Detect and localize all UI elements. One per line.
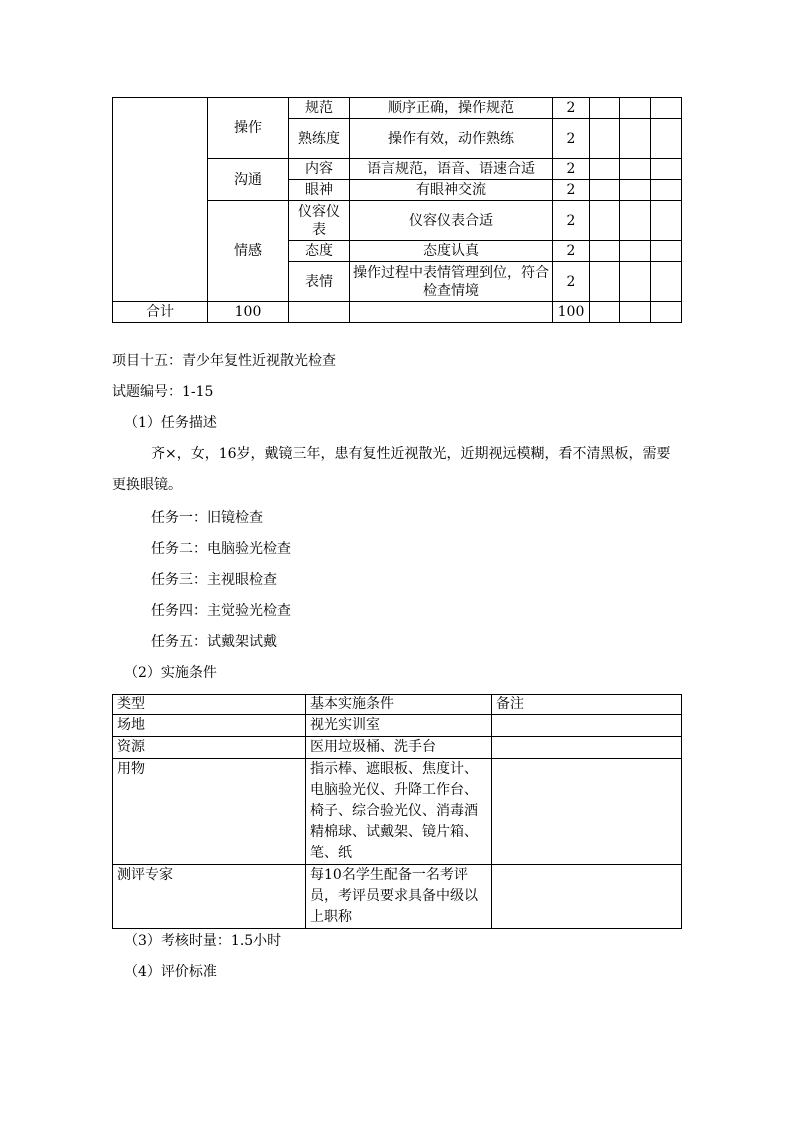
note-cell (492, 737, 682, 759)
condition-cell: 视光实训室 (306, 715, 492, 737)
task-item: 任务二：电脑验光检查 (151, 541, 291, 557)
item-cell: 态度 (289, 241, 350, 262)
item-cell: 内容 (289, 159, 350, 180)
criteria-cell: 语言规范，语音、语速合适 (350, 159, 553, 180)
criteria-cell: 仪容仪表合适 (350, 201, 553, 241)
item-cell: 表情 (289, 262, 350, 302)
item-cell: 规范 (289, 98, 350, 119)
item-cell: 仪容仪表 (289, 201, 350, 241)
section-heading: （3）考核时量：1.5小时 (124, 933, 282, 949)
points-cell: 2 (553, 98, 590, 119)
type-cell: 资源 (113, 737, 306, 759)
task-item: 任务五：试戴架试戴 (151, 634, 277, 650)
task-item: 任务三：主视眼检查 (151, 572, 277, 588)
category-cell: 操作 (208, 98, 289, 159)
table-row (113, 715, 682, 737)
total-value: 100 (208, 302, 289, 323)
criteria-cell: 顺序正确，操作规范 (350, 98, 553, 119)
scenario-paragraph: 齐×，女，16岁，戴镜三年，患有复性近视散光，近期视远模糊，看不清黑板，需要更换眼镜。 (112, 446, 671, 493)
condition-cell: 指示棒、遮眼板、焦度计、电脑验光仪、升降工作台、椅子、综合验光仪、消毒酒精棉球、试戴架、镜片箱、笔、纸 (306, 759, 492, 865)
table-row (113, 865, 682, 929)
column-header: 备注 (492, 695, 682, 715)
table-row (113, 737, 682, 759)
points-cell: 2 (553, 180, 590, 201)
task-item: 任务一：旧镜检查 (151, 510, 263, 526)
total-points: 100 (553, 302, 590, 323)
section-heading: （1）任务描述 (124, 415, 217, 431)
points-cell: 2 (553, 241, 590, 262)
category-cell: 沟通 (208, 159, 289, 201)
note-cell (492, 865, 682, 929)
type-cell: 用物 (113, 759, 306, 865)
points-cell: 2 (553, 159, 590, 180)
note-cell (492, 715, 682, 737)
condition-cell: 医用垃圾桶、洗手台 (306, 737, 492, 759)
scoring-table (112, 97, 682, 323)
total-row (113, 302, 682, 323)
item-cell: 眼神 (289, 180, 350, 201)
table-header-row (113, 695, 682, 715)
category-cell: 情感 (208, 201, 289, 302)
type-cell: 测评专家 (113, 865, 306, 929)
blank-cell (113, 98, 208, 302)
task-item: 任务四：主觉验光检查 (151, 603, 291, 619)
column-header: 类型 (113, 695, 306, 715)
criteria-cell: 有眼神交流 (350, 180, 553, 201)
table-row (113, 759, 682, 865)
total-label: 合计 (113, 302, 208, 323)
note-cell (492, 759, 682, 865)
criteria-cell: 态度认真 (350, 241, 553, 262)
points-cell: 2 (553, 262, 590, 302)
points-cell: 2 (553, 119, 590, 159)
column-header: 基本实施条件 (306, 695, 492, 715)
section-heading: （4）评价标准 (124, 964, 217, 980)
conditions-table (112, 694, 682, 929)
condition-cell: 每10名学生配备一名考评员，考评员要求具备中级以上职称 (306, 865, 492, 929)
project-title: 项目十五：青少年复性近视散光检查 (112, 353, 336, 369)
table-row (113, 98, 682, 119)
section-heading: （2）实施条件 (124, 665, 217, 681)
question-number: 试题编号：1-15 (112, 384, 214, 400)
criteria-cell: 操作过程中表情管理到位，符合检查情境 (350, 262, 553, 302)
type-cell: 场地 (113, 715, 306, 737)
item-cell: 熟练度 (289, 119, 350, 159)
points-cell: 2 (553, 201, 590, 241)
criteria-cell: 操作有效，动作熟练 (350, 119, 553, 159)
